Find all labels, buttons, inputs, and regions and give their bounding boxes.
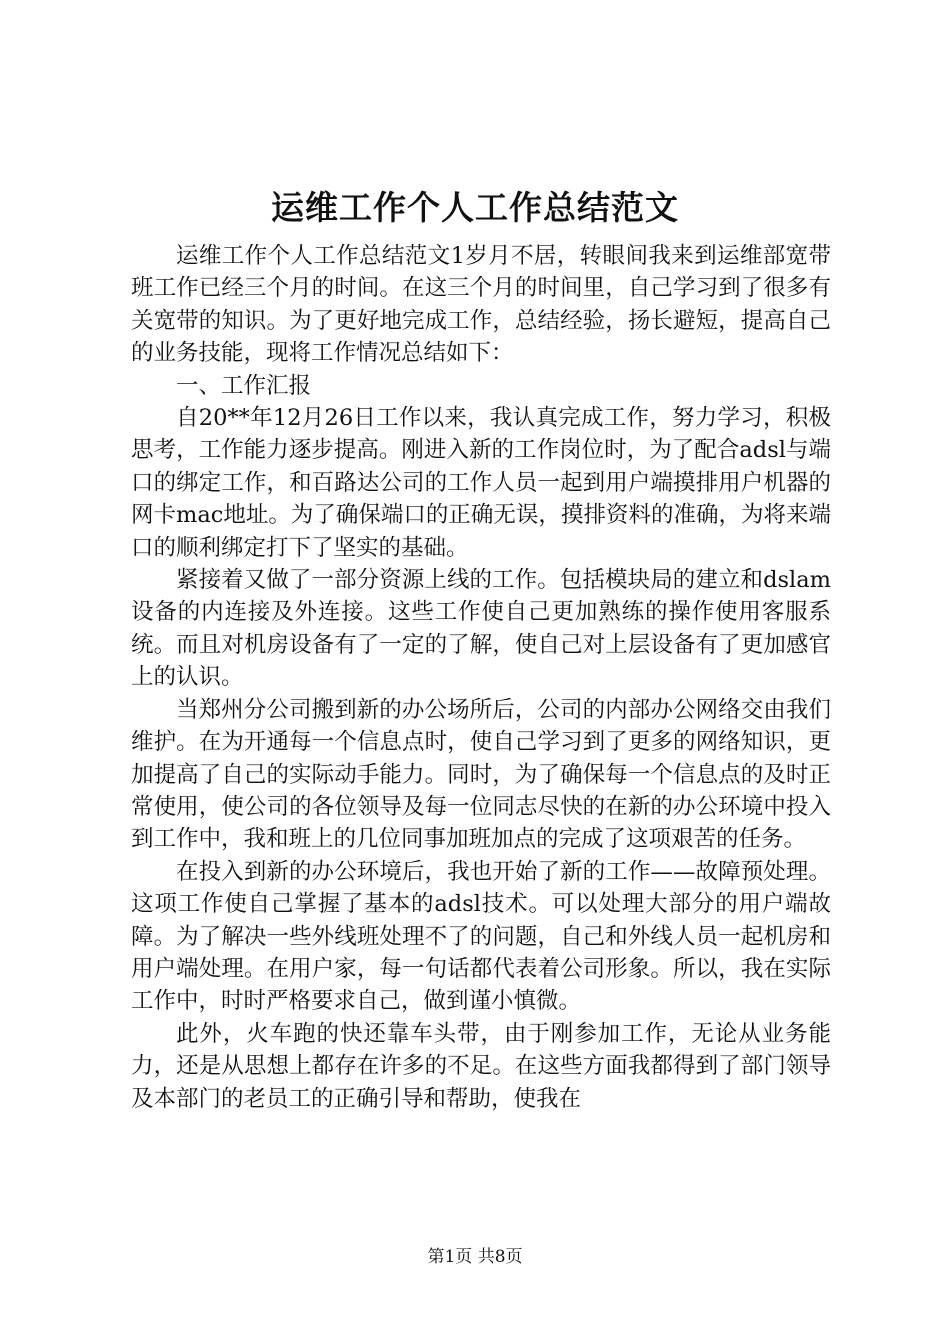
paragraph: 当郑州分公司搬到新的办公场所后，公司的内部办公网络交由我们维护。在为开通每一个信息点时，使自己学习到了更多的网络知识，更加提高了自己的实际动手能力。同时，为了确保每一个信息点的及时正常使用，使公司的各位领导及每一位同志尽快的在新的办公环境中投入到工作中，我和班上的几位同事加班加点的完成了这项艰苦的任务。 bbox=[131, 696, 831, 853]
paragraph: 紧接着又做了一部分资源上线的工作。包括模块局的建立和dslam设备的内连接及外连接。这些工作使自己更加熟练的操作使用客服系统。而且对机房设备有了一定的了解，使自己对上层设备有了更加感官上的认识。 bbox=[131, 567, 831, 691]
paragraph: 自20**年12月26日工作以来，我认真完成工作，努力学习，积极思考，工作能力逐步提高。刚进入新的工作岗位时，为了配合adsl与端口的绑定工作，和百路达公司的工作人员一起到用户端摸排用户机器的网卡mac地址。为了确保端口的正确无误，摸排资料的准确，为将来端口的顺利绑定打下了坚实的基础。 bbox=[131, 405, 831, 561]
paragraph-intro: 运维工作个人工作总结范文1岁月不居，转眼间我来到运维部宽带班工作已经三个月的时间。在这三个月的时间里，自己学习到了很多有关宽带的知识。为了更好地完成工作，总结经验，扬长避短，提高自己的业务技能，现将工作情况总结如下： bbox=[131, 243, 831, 367]
document-body bbox=[131, 240, 831, 1115]
section-heading: 一、工作汇报 bbox=[176, 372, 312, 399]
paragraph: 此外，火车跑的快还靠车头带，由于刚参加工作，无论从业务能力，还是从思想上都存在许多的不足。在这些方面我都得到了部门领导及本部门的老员工的正确引导和帮助，使我在 bbox=[131, 1020, 831, 1112]
paragraph: 在投入到新的办公环境后，我也开始了新的工作——故障预处理。这项工作使自己掌握了基本的adsl技术。可以处理大部分的用户端故障。为了解决一些外线班处理不了的问题，自己和外线人员一起机房和用户端处理。在用户家，每一句话都代表着公司形象。所以，我在实际工作中，时时严格要求自己，做到谨小慎微。 bbox=[131, 858, 831, 1015]
document-title: 运维工作个人工作总结范文 bbox=[271, 188, 679, 227]
page-number-footer: 第1页 共8页 bbox=[427, 1247, 523, 1267]
